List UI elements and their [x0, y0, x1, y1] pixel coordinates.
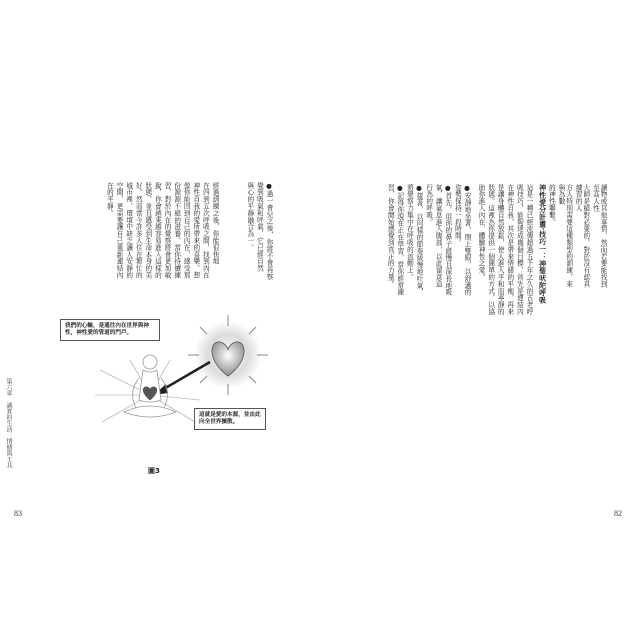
left-para-col-4: 像你能回到自己的內在，感受那: [182, 182, 191, 279]
right-intro-col-2: 大師是絕對必要的，對於沒有認真練習的人: [574, 184, 590, 288]
right-intro-col-3: 方人特別需要這種類型的訓練，來與為數: [557, 184, 573, 288]
left-para-col-8: 狀態，並且感受到生命本身的美: [143, 182, 152, 279]
right-section-body: [476, 184, 532, 334]
arrow-icon: [154, 362, 210, 395]
callout-love-source: 這就是愛的本源，並由此向全世界擴散。: [194, 408, 266, 430]
right-page: [320, 0, 640, 640]
left-bullet-block: [232, 182, 272, 292]
right-bullets: [370, 184, 470, 334]
radiant-heart-burst: [188, 315, 268, 395]
left-para-col-6: 習，對於內在的覺察將會更加敏: [163, 182, 172, 279]
right-bullet-col-1: ●安靜地坐著，閉上雙眼，以舒適的: [463, 184, 471, 296]
right-bullet-col-2: 姿勢保持一段時間。: [453, 184, 462, 247]
left-para-col-11: 空間，更需要讓自己重新連結內: [115, 182, 124, 279]
left-para-col-5: 份源源不絕的滋養。當你持續練: [172, 182, 181, 279]
left-bullet-col-2: 覺到吸氣和呼氣，它已經自然: [255, 182, 264, 272]
left-para-col-2: 在四到五次呼吸之間，找到內在: [201, 182, 210, 279]
right-bullet-col-4: 氣，讓氣息進入腹部，以此留意這: [434, 184, 443, 288]
callout-heart-chakra: 我們的心輪，是通往內在世界與神性，神性愛的管道的門戶。: [60, 319, 160, 341]
right-intro: [547, 184, 607, 294]
left-para-col-1: 經過訓練之後，你能很快地: [211, 182, 219, 265]
page-number-right: 82: [614, 509, 622, 518]
right-bullet-col-8: ●記得你現在正在學習，當你經常練: [395, 184, 404, 296]
right-section-col-5: 狀態。這裡為你提供一個簡單的方式，以協: [486, 184, 495, 316]
right-section-col-4: 是讓身體自然放鬆，使人進入平和而寧靜的: [496, 184, 505, 316]
left-para-col-3: 神性自我的愛所帶來的喜樂。想: [191, 182, 200, 279]
figure-caption: 圖3: [148, 467, 160, 475]
right-intro-col-1: 讀物或其他事情，然而若要能找到至高人性: [591, 184, 607, 288]
left-bullet-col-3: 與心的平靜融合為一。: [245, 182, 254, 251]
right-bullet-col-9: 習，你會開始感覺到真正的力量。: [386, 184, 395, 288]
right-section-col-3: 在神性自我，其次是帶來情緒的平衡，再來: [505, 184, 514, 316]
left-paragraph: [40, 182, 218, 297]
right-section-col-2: 吸技巧，能夠達成幾個目標，首先是連結內: [515, 184, 524, 316]
page-number-left: 83: [14, 509, 22, 518]
left-para-col-7: 銳，你會越來越容易進入這樣的: [153, 182, 162, 279]
section-heading: 神性愛分計畫‧技巧一：神聖吠陀呼吸: [538, 184, 547, 304]
right-bullet-col-3: ●首先，用你的鼻子緩慢且深長地吸: [443, 184, 452, 296]
running-header: 第六章 誠實的生活：情緒與工具: [5, 378, 12, 468]
right-bullet-col-5: 行為的呼吸。: [424, 184, 433, 226]
right-section-col-1: 這是一種已經流傳超過五千年之久的古老呼: [525, 184, 533, 316]
left-para-col-10: 城市裡，環境中缺乏讓人安靜的: [124, 182, 133, 279]
right-section-col-6: 助你進入內在，體驗神性之愛。: [477, 184, 486, 281]
left-para-col-9: 好。然而當今許多人住在繁忙的: [134, 182, 143, 279]
left-bullet-col-1: ●過一會兒之後，你將不會再察: [265, 182, 273, 280]
right-bullet-col-7: 將覺察力集中在呼吸的流動上。: [405, 184, 414, 281]
right-intro-col-4: 的神性聯繫。: [547, 184, 556, 226]
left-para-col-12: 在的平靜。: [105, 182, 114, 217]
right-bullet-col-6: ●接著，以同樣的節奏緩慢地吐氣，: [415, 184, 424, 296]
